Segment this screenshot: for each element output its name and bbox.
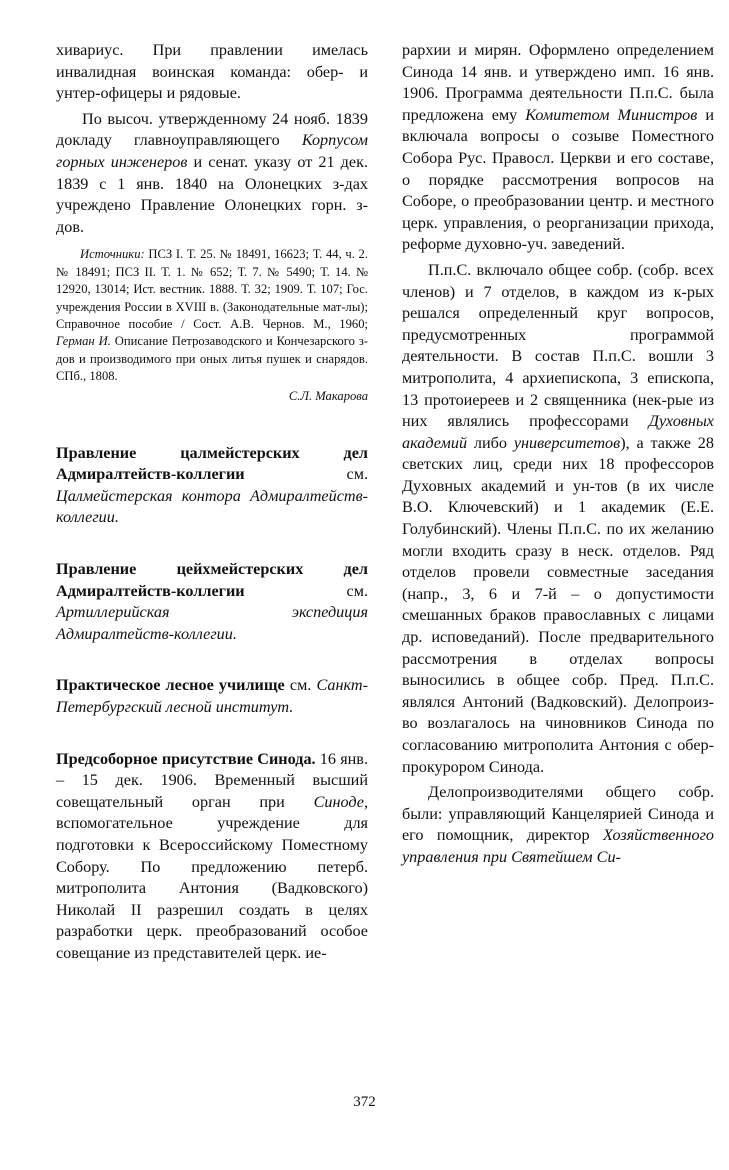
cross-reference: Хозяйственного управления при Святейшем Си-: [402, 826, 714, 866]
left-column: [56, 40, 368, 964]
cross-reference: Корпусом горных инженеров: [56, 131, 368, 171]
cross-reference: Цалмейстерская контора Адмиралтейств-коллегии.: [56, 486, 368, 527]
dictionary-entry: Практическое лесное училище см. Санкт-Петербургский лесной институт.: [56, 676, 368, 716]
entry-title: Правление цейхмейстерских дел Адмиралтейств-коллегии: [56, 559, 368, 600]
page-number: 372: [353, 1094, 376, 1110]
dictionary-entry: Правление цейхмейстерских дел Адмиралтейств-коллегии см. Артиллерийская экспедиция Адмиралтейств-коллегии.: [56, 559, 368, 643]
dictionary-entry: Предсоборное присутствие Синода. 16 янв. – 15 дек. 1906. Временный высший совещательный орган при Синоде, вспомогательное учреждение для подготовки к Всероссийскому Поместному Собору. По предложению петерб. митрополита Антония (Вадковского) Николай II разрешил создать в целях разработки церк. преобразований особое совещание из представителей церк. ие-: [56, 749, 368, 962]
cross-reference: университетов: [513, 433, 621, 452]
paragraph: Делопроизводителями общего собр. были: управляющий Канцелярией Синода и его помощник, директор Хозяйственного управления при Святейшем Си-: [402, 783, 714, 866]
paragraph: П.п.С. включало общее собр. (собр. всех членов) и 7 отделов, в каждом из к-рых решался определенный круг вопросов, предусмотренных программой деятельности. В состав П.п.С. вошли 3 митрополита, 4 архиепископа, 3 епископа, 13 протоиереев и 2 священника (нек-рые из них являлись профессорами Духовных академий либо университетов), а также 28 светских лиц, среди них 18 профессоров Духовных академий и ун-тов (в их числе В.О. Ключевский) и 1 академик (Е.Е. Голубинский). Члены П.п.С. по их желанию могли входить сразу в неск. отделов. Ряд отделов провели совместные заседания (напр., 3, 6 и 7-й – о допустимости смешанных браков православных с лицами др. исповеданий). После предварительного рассмотрения в отделах вопросы выносились в общее собр. Пред. П.п.С. являлся Антоний (Вадковский). Делопроиз-во возлагалось на чиновников Синода по согласованию митрополита Антония с обер-прокурором Синода.: [402, 260, 714, 776]
entry-title: Предсоборное присутствие Синода.: [56, 749, 316, 768]
cross-reference: Духовных академий: [402, 412, 714, 452]
entry-title: Правление цалмейстерских дел Адмиралтейств-коллегии: [56, 443, 368, 484]
cross-reference: Комитетом Министров: [525, 105, 698, 124]
sources-note: Источники: ПСЗ I. Т. 25. № 18491, 16623; Т. 44, ч. 2. № 18491; ПСЗ II. Т. 1. № 652; Т. 7. № 5490; Т. 14. № 12920, 13014; Ист. вестник. 1888. Т. 32; 1909. Т. 107; Гос. учреждения России в XVIII в. (Законодательные мат-лы); Справочное пособие / Сост. А.В. Чернов. М., 1960; Герман И. Описание Петрозаводского и Кончезарского з-дов и производимого при оных литья пушек и снарядов. СПб., 1808.: [56, 247, 368, 384]
entry-title: Практическое лесное училище: [56, 676, 285, 695]
paragraph: По высоч. утвержденному 24 нояб. 1839 докладу главноуправляющего Корпусом горных инженеров и сенат. указу от 21 дек. 1839 с 1 янв. 1840 на Олонецких з-дах учреждено Правление Олонецких горн. з-дов.: [56, 109, 368, 236]
cross-reference: Артиллерийская экспедиция Адмиралтейств-коллегии.: [56, 603, 368, 643]
article-author: С.Л. Макарова: [288, 388, 368, 403]
cross-reference: Санкт-Петербургский лесной институт.: [56, 676, 368, 716]
dictionary-entry: Правление цалмейстерских дел Адмиралтейств-коллегии см. Цалмейстерская контора Адмиралтейств-коллегии.: [56, 443, 368, 527]
right-column: [402, 40, 714, 869]
cross-reference: Синоде: [313, 792, 364, 811]
paragraph: хивариус. При правлении имелась инвалидная воинская команда: обер- и унтер-офицеры и рядовые.: [56, 41, 368, 103]
paragraph: рархии и мирян. Оформлено определением Синода 14 янв. и утверждено имп. 16 янв. 1906. Программа деятельности П.п.С. была предложена ему Комитетом Министров и включала вопросы о созыве Поместного Собора Рус. Правосл. Церкви и его составе, о порядке рассмотрения вопросов на Соборе, о преобразовании центр. и местного церк. управления, о реорганизации прихода, реформе духовно-уч. заведений.: [402, 41, 714, 254]
